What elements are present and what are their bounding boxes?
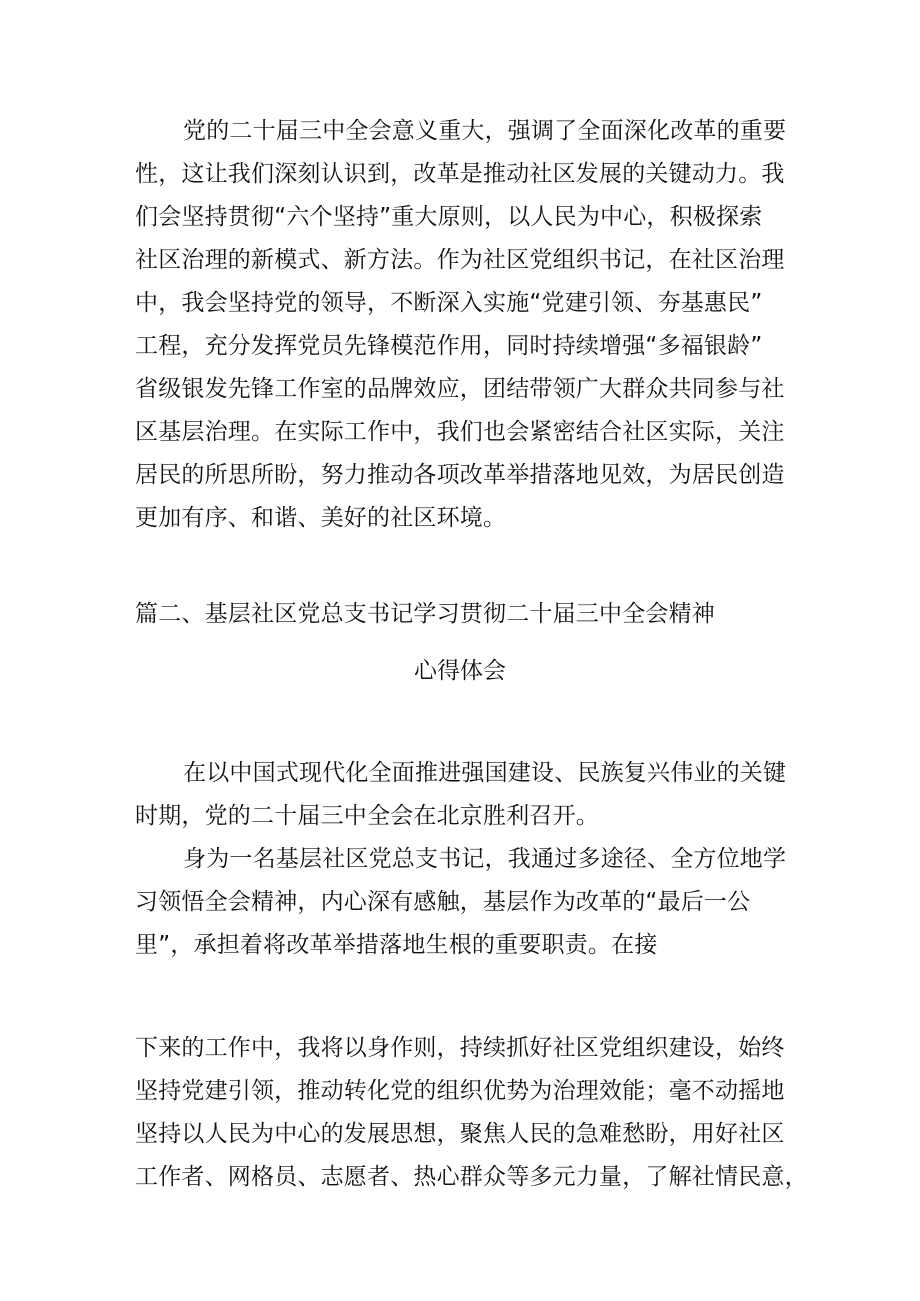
paragraph-line: 省级银发先锋工作室的品牌效应，团结带领广大群众共同参与社 — [135, 376, 785, 402]
section-heading-subtitle: 心得体会 — [414, 658, 506, 684]
paragraph-line: 工作者、网格员、志愿者、热心群众等多元力量，了解社情民意， — [135, 1164, 808, 1190]
paragraph-line: 党的二十届三中全会意义重大，强调了全面深化改革的重要 — [183, 118, 787, 144]
paragraph-line: 社区治理的新模式、新方法。作为社区党组织书记，在社区治理 — [135, 247, 785, 273]
paragraph-line: 在以中国式现代化全面推进强国建设、民族复兴伟业的关键 — [183, 760, 787, 786]
paragraph-line: 更加有序、和谐、美好的社区环境。 — [135, 505, 507, 531]
paragraph-line: 坚持党建引领，推动转化党的组织优势为治理效能；毫不动摇地 — [135, 1078, 785, 1104]
paragraph-line: 们会坚持贯彻“六个坚持”重大原则，以人民为中心，积极探索 — [135, 204, 763, 230]
section-heading: 篇二、基层社区党总支书记学习贯彻二十届三中全会精神 — [135, 601, 715, 627]
paragraph-line: 区基层治理。在实际工作中，我们也会紧密结合社区实际，关注 — [135, 419, 785, 445]
paragraph-line: 身为一名基层社区党总支书记，我通过多途径、全方位地学 — [183, 846, 787, 872]
paragraph-line: 习领悟全会精神，内心深有感触，基层作为改革的“最后一公 — [135, 889, 751, 915]
paragraph-line: 时期，党的二十届三中全会在北京胜利召开。 — [135, 803, 599, 829]
paragraph-line: 下来的工作中，我将以身作则，持续抓好社区党组织建设，始终 — [135, 1035, 785, 1061]
paragraph-line: 中，我会坚持党的领导，不断深入实施“党建引领、夯基惠民” — [135, 290, 763, 316]
paragraph-line: 里”，承担着将改革举措落地生根的重要职责。在接 — [135, 932, 658, 958]
paragraph-line: 坚持以人民为中心的发展思想，聚焦人民的急难愁盼，用好社区 — [135, 1121, 785, 1147]
paragraph-line: 工程，充分发挥党员先锋模范作用，同时持续增强“多福银龄” — [135, 333, 763, 359]
paragraph-line: 居民的所思所盼，努力推动各项改革举措落地见效，为居民创造 — [135, 462, 785, 488]
paragraph-line: 性，这让我们深刻认识到，改革是推动社区发展的关键动力。我 — [135, 161, 785, 187]
